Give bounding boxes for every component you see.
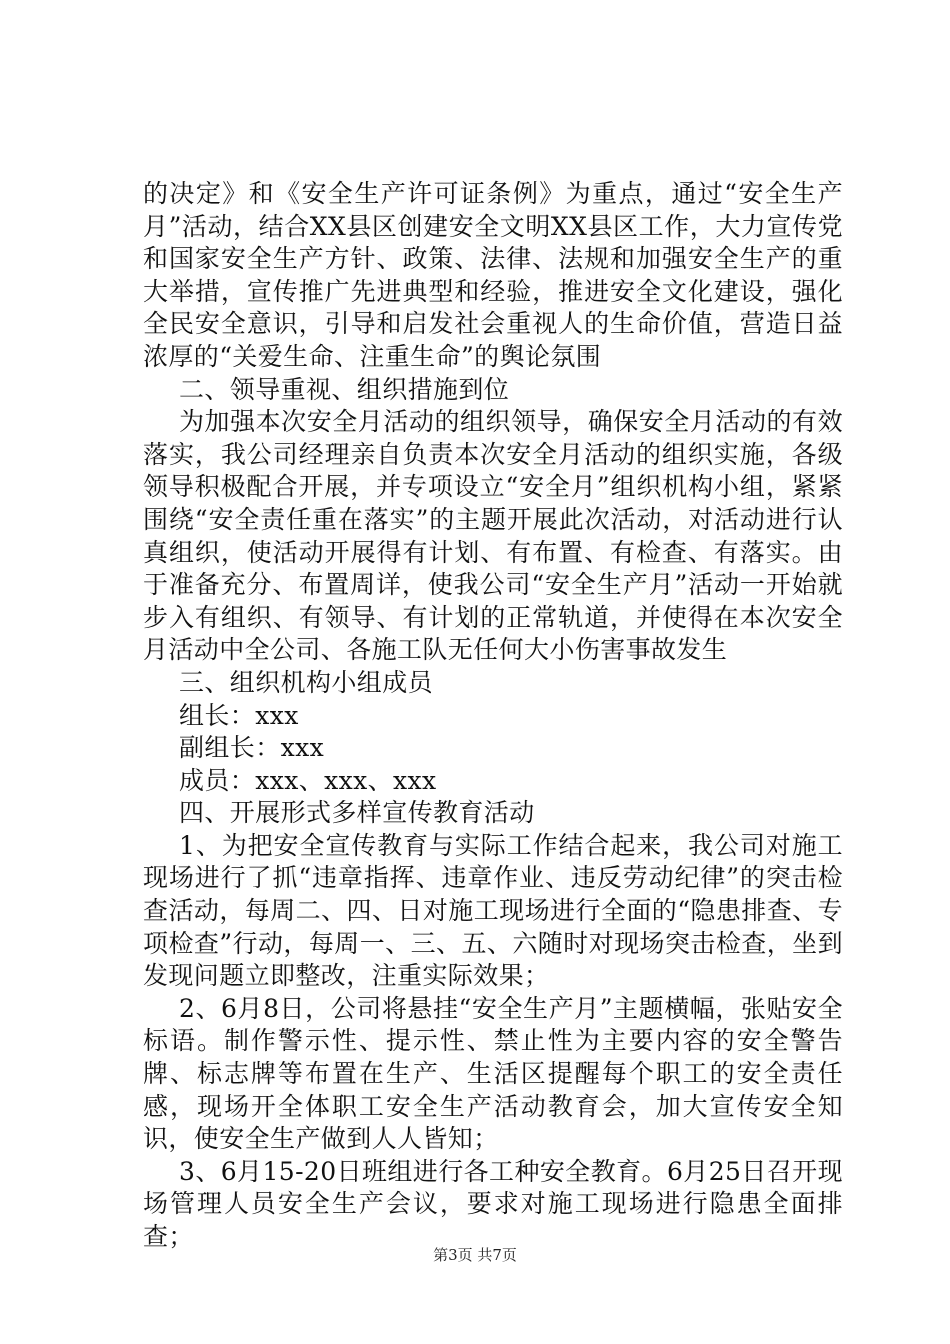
section-heading-leadership: 二、领导重视、组织措施到位	[179, 374, 510, 404]
section-heading-activities: 四、开展形式多样宣传教育活动	[179, 798, 535, 828]
page-footer: 第3页 共7页	[433, 1246, 517, 1264]
activity-item-1: 1、为把安全宣传教育与实际工作结合起来，我公司对施工现场进行了抓“违章指挥、违章作业、违反劳动纪律”的突击检查活动，每周二、四、日对施工现场进行全面的“隐患排查、专项检查”行动，每周一、三、五、六随时对现场突击检查，坐到发现问题立即整改，注重实际效果；	[143, 830, 843, 991]
activity-item-3: 3、6月15-20日班组进行各工种安全教育。6月25日召开现场管理人员安全生产会议，要求对施工现场进行隐患全面排查；	[143, 1156, 843, 1251]
paragraph-leadership: 为加强本次安全月活动的组织领导，确保安全月活动的有效落实，我公司经理亲自负责本次安全月活动的组织实施，各级领导积极配合开展，并专项设立“安全月”组织机构小组，紧紧围绕“安全责任重在落实”的主题开展此次活动，对活动进行认真组织，使活动开展得有计划、有布置、有检查、有落实。由于准备充分、布置周详，使我公司“安全生产月”活动一开始就步入有组织、有领导、有计划的正常轨道，并使得在本次安全月活动中全公司、各施工队无任何大小伤害事故发生	[143, 407, 843, 665]
member-list: 成员：xxx、xxx、xxx	[179, 765, 437, 795]
member-deputy-leader: 副组长：xxx	[179, 733, 325, 763]
member-leader: 组长：xxx	[179, 700, 299, 730]
activity-item-2: 2、6月8日，公司将悬挂“安全生产月”主题横幅，张贴安全标语。制作警示性、提示性、禁止性为主要内容的安全警告牌、标志牌等布置在生产、生活区提醒每个职工的安全责任感，现场开全体职工安全生产活动教育会，加大宣传安全知识，使安全生产做到人人皆知；	[143, 993, 843, 1154]
document-body	[143, 178, 843, 1254]
section-heading-members: 三、组织机构小组成员	[179, 667, 434, 697]
paragraph-intro-continued: 的决定》和《安全生产许可证条例》为重点，通过“安全生产月”活动，结合XX县区创建安全文明XX县区工作，大力宣传党和国家安全生产方针、政策、法律、法规和加强安全生产的重大举措，宣传推广先进典型和经验，推进安全文化建设，强化全民安全意识，引导和启发社会重视人的生命价值，营造日益浓厚的“关爱生命、注重生命”的舆论氛围	[143, 179, 843, 371]
